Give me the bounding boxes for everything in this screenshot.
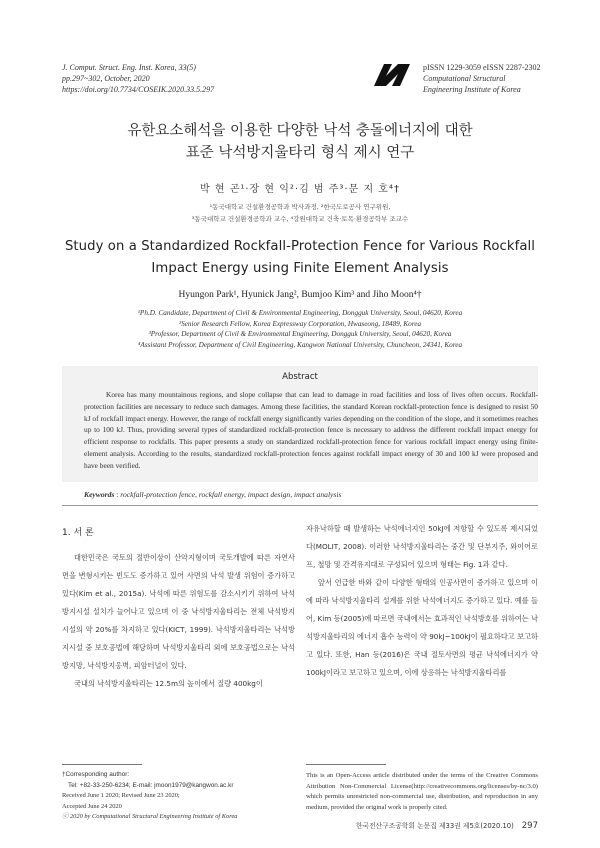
publisher-line-1: Computational Structural xyxy=(423,74,506,83)
title-english-line-2: Impact Energy using Finite Element Analysis xyxy=(151,261,449,276)
authors-korean: 박 현 곤¹·장 현 익²·김 범 주³·문 지 호⁴† xyxy=(200,184,400,195)
footer-journal: 한국전산구조공학회 논문집 제33권 제5호(2020.10) xyxy=(355,822,514,830)
journal-doi[interactable]: https://doi.org/10.7734/COSEIK.2020.33.5.297 xyxy=(62,85,215,94)
issn: pISSN 1229-3059 eISSN 2287-2302 xyxy=(423,63,541,72)
keywords-text: rockfall-protection fence, rockfall energy, impact design, impact analysis xyxy=(120,490,342,499)
keywords-label: Keywords xyxy=(84,490,115,499)
affiliations-korean xyxy=(0,201,600,225)
section-heading-introduction: 1. 서 론 xyxy=(62,528,94,538)
abstract-text: Korea has many mountainous regions, and slope collapse that can lead to damage in road facilities and loss of lives often occurs. Rockfall-protection facilities are necessary to reduce such damages. Among these facilities, the standard Korean rockfall-protection fence is designed to resist 50 kJ of rockfall impact energy. However, the range of rockfall energy significantly varies depending on the condition of the slope, and it sometimes reaches up to 100 kJ. Thus, providing several types of standardized rockfall-protection fence is necessary to address the different rockfall impact energy for efficient response to rockfalls. This paper presents a study on standardized rockfall-protection fence for various rockfall impact energy using finite-element analysis. According to the results, standardized rockfall-protection fences against rockfall impact energy of 30 and 100 kJ were proposed and have been verified. xyxy=(84,390,538,470)
affiliation-english-1: ¹Ph.D. Candidate, Department of Civil & Environmental Engineering, Dongguk University, Seoul, 04620, Korea xyxy=(137,309,463,317)
body-column-right xyxy=(306,520,538,682)
body-paragraph: 국내의 낙석방지울타리는 12.5m의 높이에서 질량 400kg이 xyxy=(74,679,263,688)
title-english-line-1: Study on a Standardized Rockfall-Protection Fence for Various Rockfall xyxy=(64,239,536,254)
affiliation-english-4: ⁴Assistant Professor, Department of Civil Engineering, Kangwon National University, Chuncheon, 24341, Korea xyxy=(137,340,463,349)
body-column-left xyxy=(62,549,295,693)
title-korean-line-2: 표준 낙석방지울타리 형식 제시 연구 xyxy=(185,145,415,161)
body-paragraph: 대한민국은 국토의 절반이상이 산악지형이며 국토개발에 따른 자연사면을 변형시키는 빈도도 증가하고 있어 사면의 낙석 발생 위험이 증가하고 있다(Kim et al., 2015a). 낙석에 따른 위험도를 감소시키기 위하여 낙석방지시설 설치가 늘어나고 있으며 이 중 낙석방지울타리는 전체 낙석방지시설의 약 20%를 차지하고 있다(KICT, 1999). 낙석방지울타리는 낙석방지시설 중 보호공법에 해당하며 낙석방지울타리 외에 보호공법으로는 낙석방지망, 낙석방지옹벽, 피암터널이 있다. xyxy=(62,553,295,670)
footnote-divider-right xyxy=(306,764,386,765)
abstract-heading: Abstract xyxy=(282,372,318,382)
title-english xyxy=(0,236,600,280)
affiliation-korean-line-2: ³동국대학교 건설환경공학과 교수, ⁴강원대학교 건축·토목·환경공학부 조교수 xyxy=(191,215,409,223)
license-footnote: This is an Open-Access article distributed under the terms of the Creative Commons Attribution Non-Commercial License(http://creativecommons.org/licenses/by-nc/3.0) which permits unrestricted non-commercial use, distribution, and reproduction in any medium, provided the original work is properly cited. xyxy=(306,772,538,811)
correspondence-footnote xyxy=(62,770,298,823)
keywords-divider xyxy=(62,505,538,506)
page-number: 297 xyxy=(521,821,538,831)
page-footer xyxy=(0,820,538,831)
affiliation-english-2: ²Senior Research Fellow, Korea Expressway Corporation, Hwaseong, 18489, Korea xyxy=(178,319,422,328)
keywords xyxy=(84,490,341,499)
footnote-divider-left xyxy=(62,764,142,765)
journal-logo-icon xyxy=(372,62,412,88)
journal-citation xyxy=(62,62,214,95)
journal-pages: pp.297~302, October, 2020 xyxy=(62,74,150,83)
title-korean-line-1: 유한요소해석을 이용한 다양한 낙석 충돌에너지에 대한 xyxy=(127,123,473,139)
affiliation-korean-line-1: ¹동국대학교 건설환경공학과 박사과정, ²한국도로공사 연구위원, xyxy=(209,203,391,211)
keywords-separator: : xyxy=(114,490,121,499)
affiliation-english-3: ³Professor, Department of Civil & Environmental Engineering, Dongguk University, Seoul, 04620, Korea xyxy=(148,330,452,338)
publisher-info xyxy=(423,62,541,95)
received-dates: Received June 1 2020; Revised June 23 2020; xyxy=(62,792,180,799)
title-korean xyxy=(0,120,600,164)
corresponding-author-label: †Corresponding author: xyxy=(62,771,130,778)
affiliations-english xyxy=(0,308,600,350)
accepted-date: Accepted June 24 2020 xyxy=(62,802,122,810)
corresponding-contact: Tel: +82-33-250-6234; E-mail: jmoon1979@kangwon.ac.kr xyxy=(68,781,234,789)
body-paragraph: 앞서 언급한 바와 같이 다양한 형태의 인공사면이 증가하고 있으며 이에 따라 낙석방지울타리 설계를 위한 낙석에너지도 증가하고 있다. 예를 들어, Kim 등(2005)에 따르면 국내에서는 효과적인 낙석방호를 위하여는 낙석방지울타리의 에너지 흡수 능력이 약 90kJ~100kJ이 필요하다고 보고하고 있다. 또한, Han 등(2016)은 국내 절토사면의 평균 낙석에너지가 약 100kJ이라고 보고하고 있으며, 이에 상응하는 낙석방지울타리를 xyxy=(306,578,538,677)
journal-volume: J. Comput. Struct. Eng. Inst. Korea, 33(5) xyxy=(62,63,196,72)
publisher-line-2: Engineering Institute of Korea xyxy=(423,85,521,94)
body-paragraph: 자유낙하할 때 발생하는 낙석에너지인 50kJ에 저항할 수 있도록 제시되었다(MOLIT, 2008). 이러한 낙석방지울타리는 중간 및 단부지주, 와이어로프, 철망 및 간격유지대로 구성되어 있으며 형태는 Fig. 1과 같다. xyxy=(306,524,538,569)
authors-english: Hyungon Park¹, Hyunick Jang², Bumjoo Kim³ and Jiho Moon⁴† xyxy=(178,290,422,300)
copyright: ⓒ 2020 by Computational Structural Engineering Institute of Korea xyxy=(62,813,238,820)
